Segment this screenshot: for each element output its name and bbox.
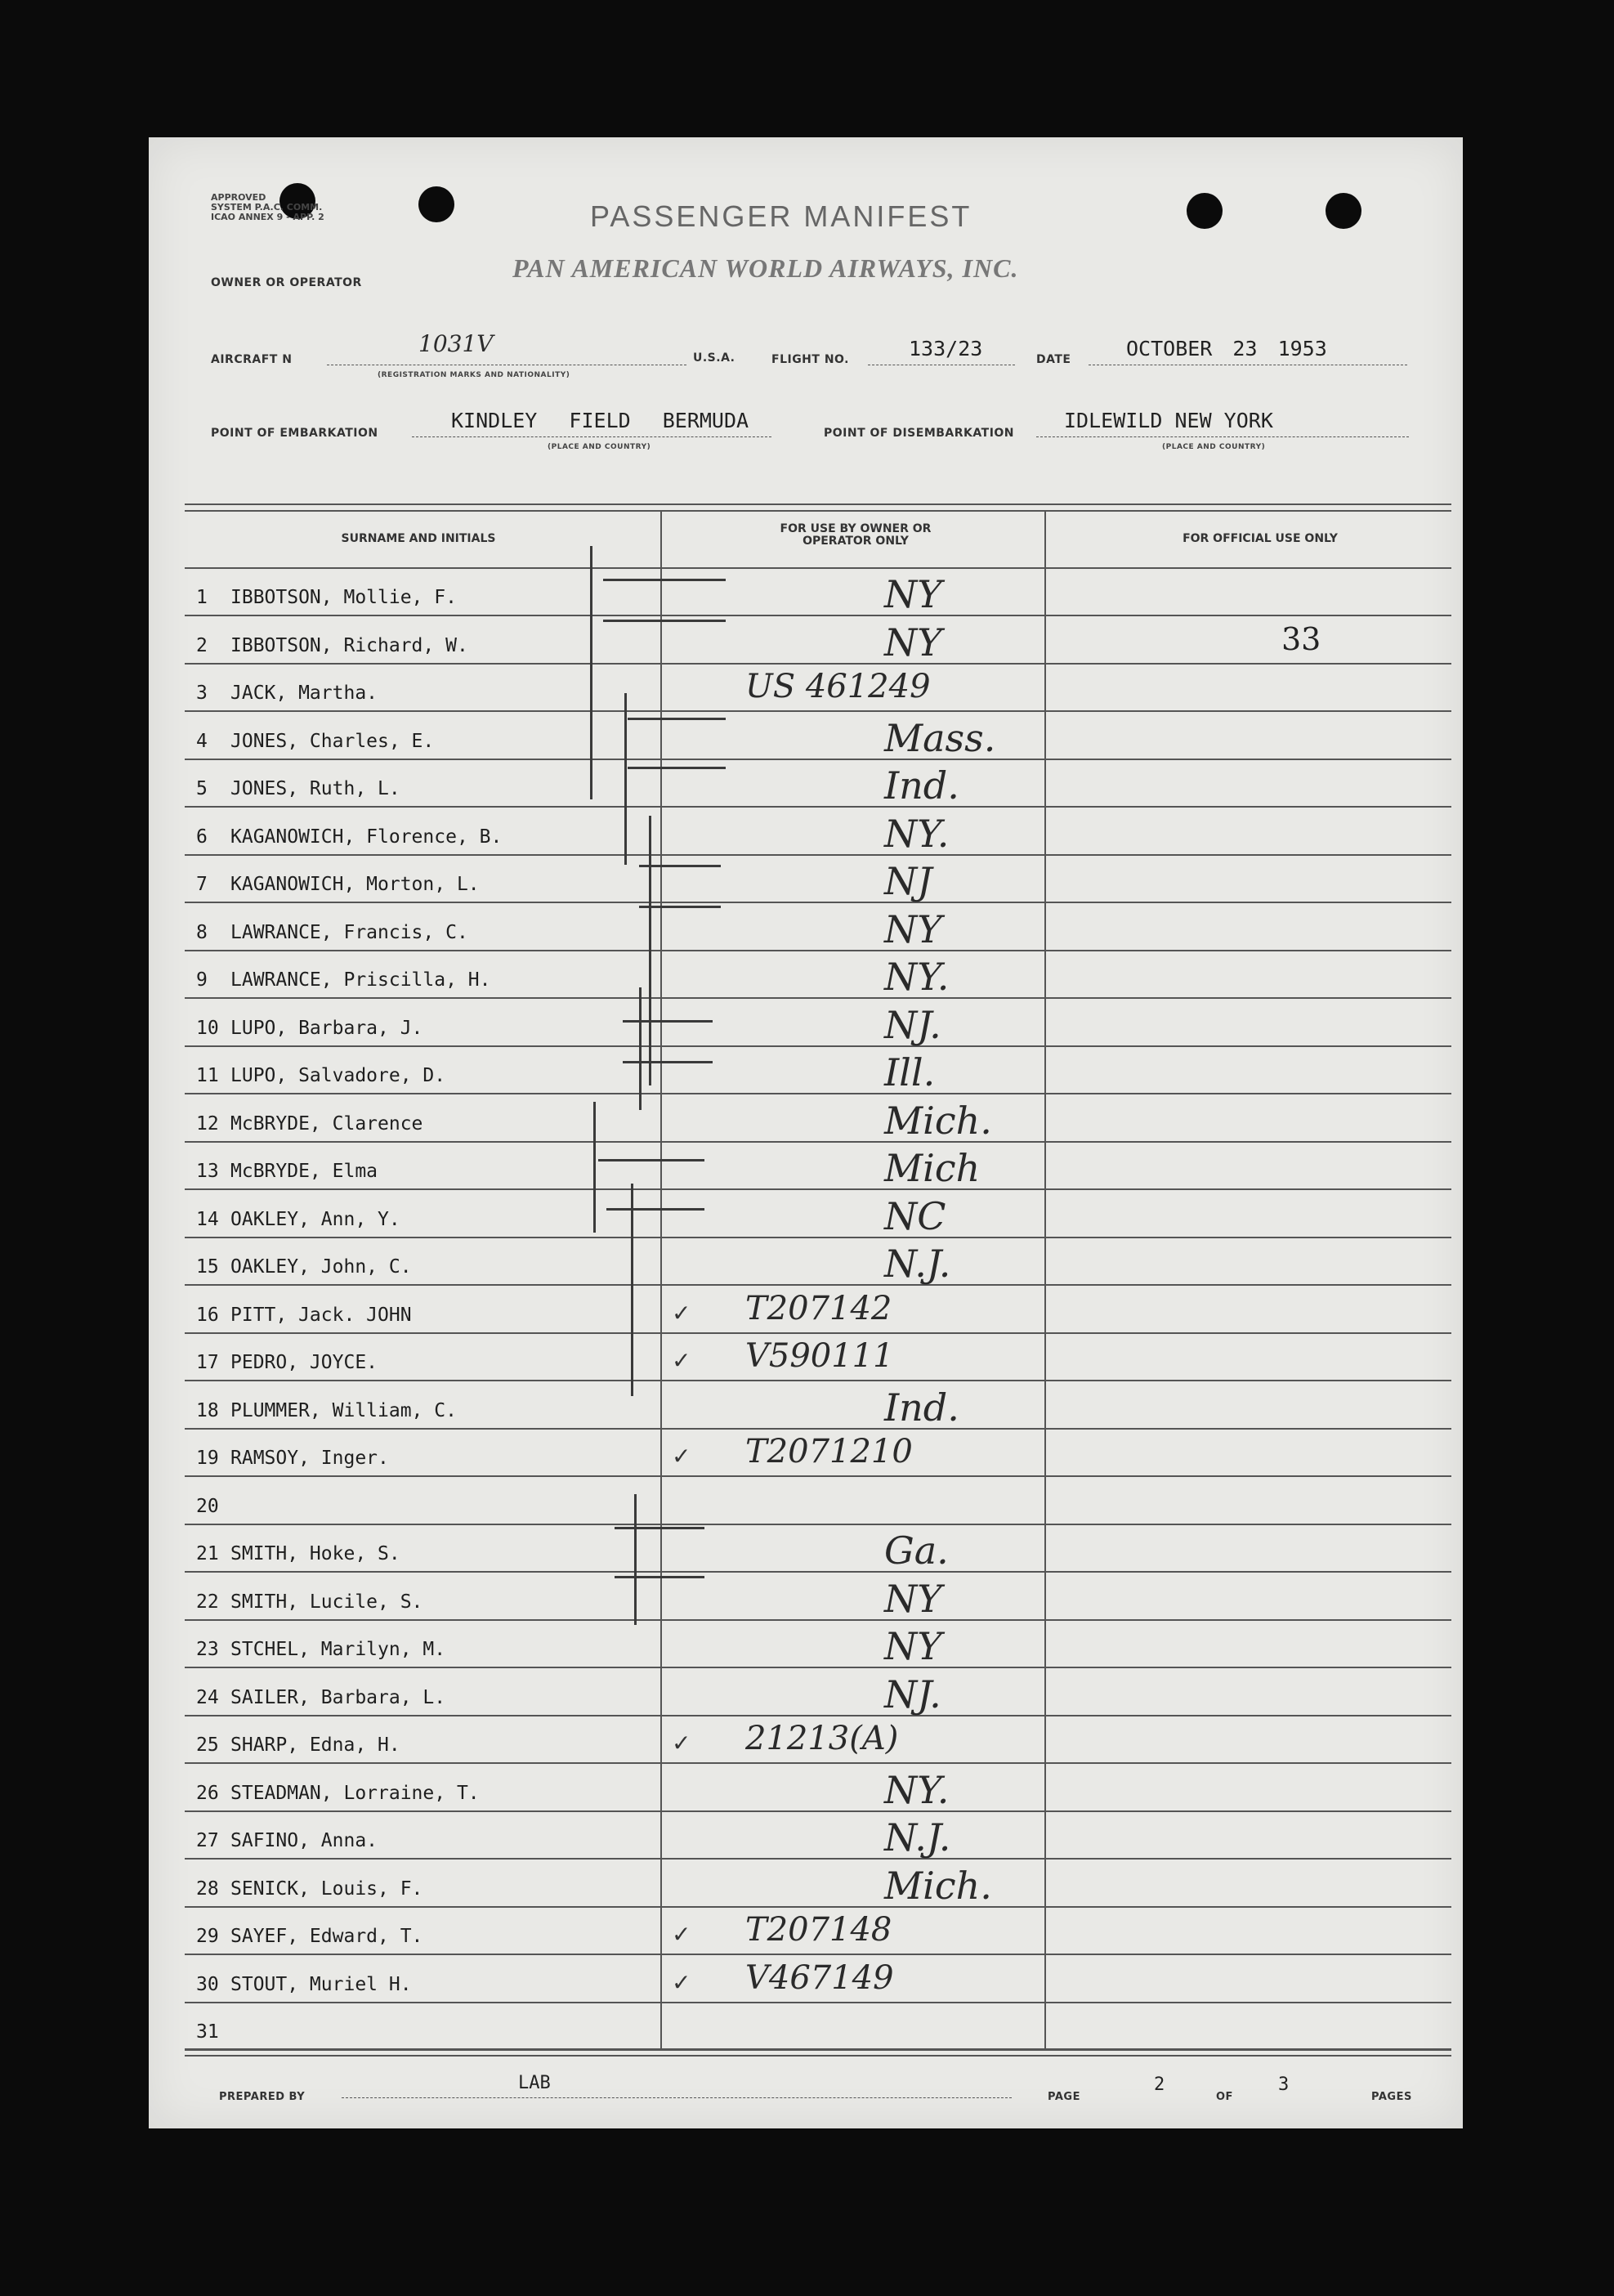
table-top-rule (185, 510, 1451, 512)
operator-mark: Ind. (884, 1385, 959, 1430)
check-mark: ✓ (672, 1299, 691, 1327)
row-rule (185, 663, 1451, 665)
operator-mark: Ill. (884, 1050, 936, 1094)
row-number: 28 (196, 1878, 219, 1900)
passenger-name: STEADMAN, Lorraine, T. (230, 1782, 480, 1804)
date-label: DATE (1036, 353, 1071, 366)
aircraft-label: AIRCRAFT N (211, 353, 293, 366)
punch-hole (1326, 193, 1361, 229)
row-number: 21 (196, 1543, 219, 1564)
page-title: PASSENGER MANIFEST (590, 199, 972, 233)
row-number: 30 (196, 1973, 219, 1995)
row-number: 2 (196, 634, 208, 656)
row-number: 18 (196, 1399, 219, 1421)
row-rule (185, 806, 1451, 808)
operator-mark: NJ. (884, 1002, 941, 1047)
row-rule (185, 950, 1451, 951)
table-row (196, 731, 434, 752)
operator-mark: V467149 (745, 1958, 894, 1997)
table-row (196, 1256, 412, 1278)
bracket-tick (639, 865, 721, 867)
row-rule (185, 1715, 1451, 1716)
passenger-name: SMITH, Hoke, S. (230, 1543, 400, 1564)
passenger-name: OAKLEY, John, C. (230, 1256, 412, 1278)
disembark-underline (1036, 436, 1409, 437)
operator-mark: NY (884, 1576, 942, 1621)
operator-mark: NJ (884, 859, 932, 903)
row-number: 25 (196, 1734, 219, 1756)
passenger-name: SENICK, Louis, F. (230, 1878, 423, 1900)
passenger-name: LAWRANCE, Priscilla, H. (230, 969, 491, 991)
row-rule (185, 1906, 1451, 1908)
passenger-name: SAYEF, Edward, T. (230, 1926, 423, 1947)
table-row (196, 874, 480, 895)
row-number: 5 (196, 778, 208, 799)
table-row (196, 969, 491, 991)
table-top-rule (185, 504, 1451, 505)
table-row (196, 826, 502, 848)
row-rule (185, 759, 1451, 760)
approval-stamp (211, 193, 324, 222)
row-rule (185, 1188, 1451, 1190)
row-number: 11 (196, 1065, 219, 1086)
operator-mark: NY (884, 572, 942, 616)
check-mark: ✓ (672, 1443, 691, 1470)
passenger-name: PEDRO, JOYCE. (230, 1352, 378, 1373)
passenger-name: McBRYDE, Elma (230, 1161, 378, 1182)
surname-column-header: SURNAME AND INITIALS (341, 532, 496, 545)
embark-underline (412, 436, 771, 437)
header-rule (185, 567, 1451, 569)
flight-label: FLIGHT NO. (771, 353, 849, 366)
check-mark: ✓ (672, 1968, 691, 1996)
row-number: 23 (196, 1639, 219, 1660)
table-row (196, 587, 457, 608)
bracket-tick (623, 1061, 713, 1063)
bracket-tick (623, 1020, 713, 1023)
operator-mark: Mass. (884, 715, 996, 760)
row-rule (185, 1045, 1451, 1047)
row-rule (185, 1571, 1451, 1573)
row-number: 12 (196, 1112, 219, 1135)
row-rule (185, 1332, 1451, 1334)
operator-mark: NY (884, 620, 942, 665)
row-number: 13 (196, 1161, 219, 1182)
approval-line: ICAO ANNEX 9 - APP. 2 (211, 212, 324, 222)
bracket-tick (628, 718, 726, 720)
aircraft-caption: (REGISTRATION MARKS AND NATIONALITY) (378, 371, 570, 379)
page-value: 2 (1154, 2074, 1165, 2095)
row-number: 31 (196, 2021, 219, 2043)
approval-line: SYSTEM P.A.C. COMM. (211, 202, 323, 213)
operator-mark: T207148 (745, 1911, 892, 1949)
passenger-name: PLUMMER, William, C. (230, 1399, 457, 1421)
group-bracket (593, 1102, 596, 1233)
row-number: 26 (196, 1782, 219, 1804)
embark-label: POINT OF EMBARKATION (211, 427, 378, 440)
disembark-caption: (PLACE AND COUNTRY) (1162, 443, 1266, 451)
row-number: 20 (196, 1495, 219, 1517)
row-number: 4 (196, 730, 208, 752)
table-row (196, 1639, 445, 1660)
table-row (196, 1400, 457, 1421)
operator-mark: Ind. (884, 763, 959, 808)
operator-mark: NY. (884, 955, 950, 999)
row-rule (185, 1428, 1451, 1430)
row-number: 19 (196, 1448, 219, 1469)
bracket-tick (598, 1159, 704, 1161)
row-rule (185, 615, 1451, 616)
table-row (196, 1687, 445, 1708)
operator-mark: Mich (884, 1146, 981, 1190)
passenger-name: LUPO, Salvadore, D. (230, 1065, 446, 1086)
check-mark: ✓ (672, 1347, 691, 1374)
passenger-name: SMITH, Lucile, S. (230, 1591, 423, 1613)
row-rule (185, 1141, 1451, 1143)
operator-mark: NY. (884, 1767, 950, 1812)
passenger-name: PITT, Jack. JOHN (230, 1304, 412, 1326)
owner-column-header: FOR USE BY OWNER OR OPERATOR ONLY (780, 522, 932, 548)
row-number: 29 (196, 1926, 219, 1947)
row-number: 6 (196, 826, 208, 848)
disembark-value: IDLEWILD NEW YORK (1064, 409, 1273, 432)
row-number: 17 (196, 1352, 219, 1373)
passenger-name: SHARP, Edna, H. (230, 1734, 400, 1756)
row-number: 1 (196, 587, 208, 608)
passenger-name: RAMSOY, Inger. (230, 1448, 389, 1469)
operator-mark: N.J. (884, 1815, 951, 1860)
bracket-tick (615, 1527, 704, 1529)
row-number: 9 (196, 969, 208, 991)
table-row (196, 1448, 389, 1469)
prepared-underline (342, 2097, 1012, 2098)
usa-label: U.S.A. (693, 351, 735, 365)
row-rule (185, 1619, 1451, 1621)
embark-caption: (PLACE AND COUNTRY) (548, 443, 651, 451)
punch-hole (1187, 193, 1223, 229)
row-rule (185, 1237, 1451, 1238)
group-bracket (631, 1184, 633, 1396)
passenger-name: IBBOTSON, Richard, W. (230, 634, 468, 656)
table-row (196, 1018, 423, 1039)
column-divider (1044, 510, 1046, 2048)
table-row (196, 2021, 230, 2043)
table-row (196, 635, 468, 656)
group-bracket (624, 693, 627, 865)
bracket-tick (628, 767, 726, 769)
official-column-header: FOR OFFICIAL USE ONLY (1183, 532, 1338, 545)
punch-hole (418, 186, 454, 222)
table-row (196, 1734, 400, 1756)
check-mark: ✓ (672, 1921, 691, 1948)
table-row (196, 1878, 423, 1900)
row-number: 24 (196, 1686, 219, 1708)
table-row (196, 1161, 378, 1182)
of-label: OF (1216, 2091, 1233, 2103)
approval-line: APPROVED (211, 192, 266, 203)
table-row (196, 922, 468, 943)
operator-mark: US 461249 (745, 668, 931, 705)
row-rule (185, 710, 1451, 712)
official-note: 33 (1281, 621, 1321, 657)
row-number: 10 (196, 1017, 219, 1039)
prepared-value: LAB (518, 2073, 551, 2093)
table-row (196, 1496, 230, 1517)
bracket-tick (639, 906, 721, 908)
row-rule (185, 1667, 1451, 1668)
group-bracket (649, 816, 651, 1085)
row-number: 3 (196, 683, 208, 704)
page-label: PAGE (1048, 2091, 1080, 2103)
of-value: 3 (1278, 2074, 1290, 2095)
operator-mark: NY. (884, 811, 950, 856)
operator-mark: V590111 (745, 1337, 894, 1375)
row-number: 15 (196, 1256, 219, 1278)
passenger-name: JONES, Ruth, L. (230, 778, 400, 799)
row-rule (185, 1093, 1451, 1094)
passenger-name: JACK, Martha. (230, 683, 378, 704)
row-rule (185, 1858, 1451, 1860)
operator-name: PAN AMERICAN WORLD AIRWAYS, INC. (512, 253, 1019, 283)
operator-mark: N.J. (884, 1242, 951, 1286)
disembark-label: POINT OF DISEMBARKATION (824, 427, 1015, 440)
operator-mark: NY (884, 906, 942, 951)
bracket-tick (603, 579, 726, 581)
passenger-name: SAFINO, Anna. (230, 1830, 378, 1851)
date-value: OCTOBER 23 1953 (1126, 337, 1327, 360)
group-bracket (639, 987, 642, 1110)
table-row (196, 1209, 400, 1230)
operator-mark: 21213(A) (745, 1720, 899, 1757)
passenger-name: LUPO, Barbara, J. (230, 1017, 423, 1039)
prepared-label: PREPARED BY (219, 2091, 306, 2103)
passenger-name: STOUT, Muriel H. (230, 1973, 412, 1995)
group-bracket (590, 546, 592, 799)
row-rule (185, 1762, 1451, 1764)
table-row (196, 1065, 445, 1086)
table-row (196, 1305, 412, 1326)
row-number: 14 (196, 1208, 219, 1230)
column-divider (660, 510, 662, 2048)
table-row (196, 1830, 378, 1851)
row-rule (185, 1380, 1451, 1381)
check-mark: ✓ (672, 1730, 691, 1757)
row-number: 16 (196, 1304, 219, 1326)
passenger-name: SAILER, Barbara, L. (230, 1686, 446, 1708)
row-rule (185, 1524, 1451, 1525)
operator-mark: T207142 (745, 1289, 892, 1327)
passenger-name: KAGANOWICH, Morton, L. (230, 874, 480, 895)
table-row (196, 1926, 423, 1947)
operator-mark: NC (884, 1193, 946, 1238)
operator-mark: Mich. (884, 1863, 992, 1908)
table-row (196, 1974, 412, 1995)
operator-mark: Ga. (884, 1528, 949, 1573)
row-rule (185, 1954, 1451, 1955)
embark-value: KINDLEY FIELD BERMUDA (451, 409, 749, 432)
row-rule (185, 2002, 1451, 2003)
row-rule (185, 997, 1451, 999)
passenger-name: STCHEL, Marilyn, M. (230, 1639, 446, 1660)
row-number: 27 (196, 1830, 219, 1851)
bracket-tick (615, 1576, 704, 1578)
row-rule (185, 1475, 1451, 1477)
pages-label: PAGES (1371, 2091, 1412, 2103)
flight-value: 133/23 (909, 337, 983, 360)
passenger-name: IBBOTSON, Mollie, F. (230, 587, 457, 608)
row-rule (185, 854, 1451, 856)
passenger-name: KAGANOWICH, Florence, B. (230, 826, 503, 848)
passenger-name: OAKLEY, Ann, Y. (230, 1208, 400, 1230)
aircraft-value: 1031V (418, 330, 494, 357)
passenger-name: McBRYDE, Clarence (230, 1112, 423, 1135)
bracket-tick (606, 1208, 704, 1211)
table-row (196, 1352, 378, 1373)
group-bracket (634, 1494, 637, 1625)
passenger-name: JONES, Charles, E. (230, 730, 435, 752)
table-row (196, 778, 400, 799)
table-row (196, 1783, 480, 1804)
row-rule (185, 1810, 1451, 1812)
table-row (196, 1591, 423, 1613)
operator-mark: T2071210 (745, 1433, 913, 1470)
operator-mark: Mich. (884, 1098, 992, 1143)
row-rule (185, 902, 1451, 903)
operator-mark: NY (884, 1624, 942, 1668)
footer-rule (185, 2055, 1451, 2057)
operator-mark: NJ. (884, 1672, 941, 1716)
bracket-tick (603, 620, 726, 622)
row-rule (185, 1284, 1451, 1286)
table-row (196, 683, 378, 704)
owner-label: OWNER OR OPERATOR (211, 276, 362, 289)
manifest-page (149, 137, 1463, 2128)
table-row (196, 1113, 423, 1135)
row-number: 8 (196, 921, 208, 943)
row-number: 7 (196, 874, 208, 895)
row-number: 22 (196, 1591, 219, 1613)
footer-rule (185, 2048, 1451, 2050)
passenger-name: LAWRANCE, Francis, C. (230, 921, 468, 943)
table-row (196, 1543, 400, 1564)
